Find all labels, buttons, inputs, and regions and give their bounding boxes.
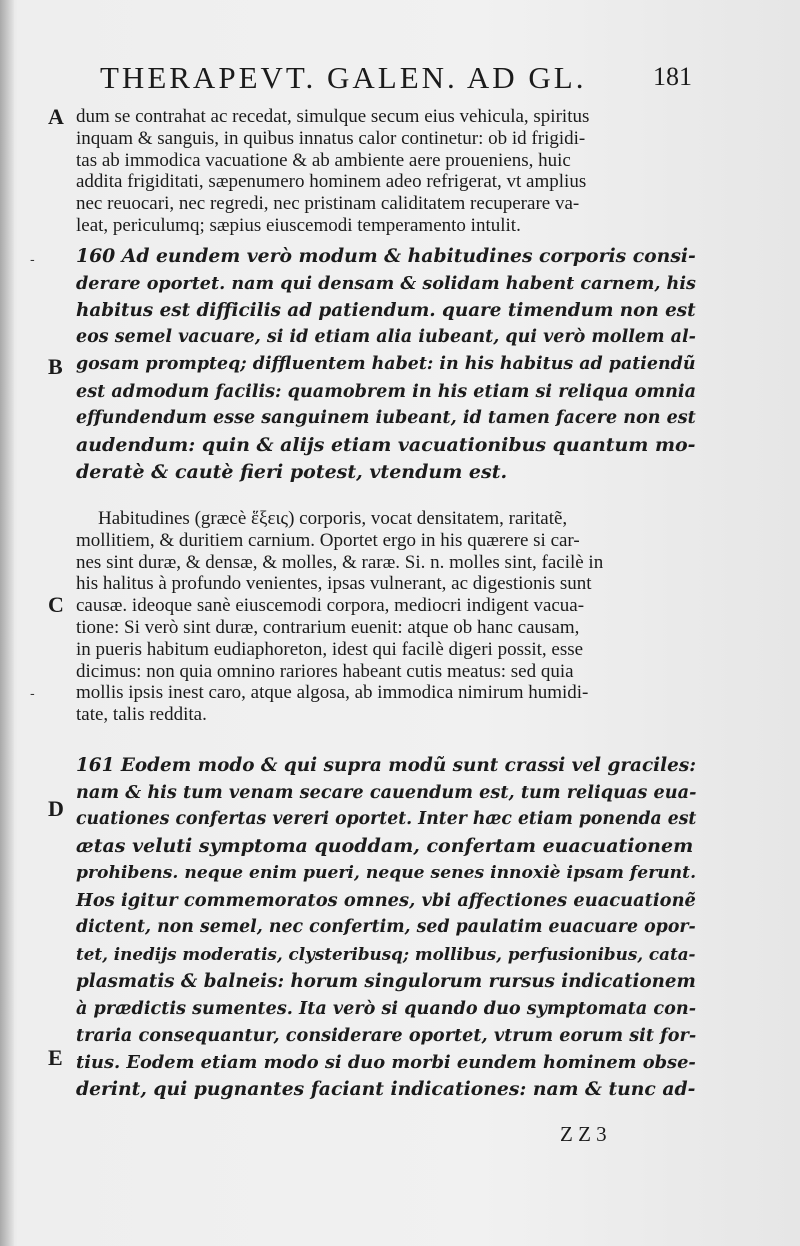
text-line: dum se contrahat ac recedat, simulque secum eius vehicula, spiritus xyxy=(76,106,590,127)
text-line: in pueris habitum eudiaphoreton, idest qui facilè digeri possit, esse xyxy=(76,638,584,660)
text-line: addita frigiditati, sæpenumero hominem adeo refrigerat, vt amplius xyxy=(76,171,587,193)
text-line: à prædictis sumentes. Ita verò si quando duo symptomata con- xyxy=(76,998,697,1019)
margin-letter-c: C xyxy=(48,592,64,617)
signature-mark: Z Z 3 xyxy=(560,1122,607,1146)
text-line: his halitus à profundo venientes, ipsas vulnerant, ac digestionis sunt xyxy=(76,573,592,595)
text-line: est admodum facilis: quamobrem in his etiam si reliqua omnia xyxy=(76,381,697,402)
text-line: derare oportet. nam qui densam & solidam habent carnem, his xyxy=(76,273,696,294)
text-line: deratè & cautè fieri potest, vtendum est. xyxy=(76,461,508,483)
text-line: Habitudines (græcè ἕξεις) corporis, vocat densitatem, raritatẽ, xyxy=(98,508,568,529)
text-line: derint, qui pugnantes faciant indicationes: nam & tunc ad- xyxy=(76,1078,696,1100)
text-line: mollis ipsis inest caro, atque algosa, ab immodica nimirum humidi- xyxy=(76,682,589,704)
margin-letter-a: A xyxy=(48,104,64,129)
text-line: Hos igitur commemoratos omnes, vbi affectiones euacuationẽ xyxy=(76,890,696,911)
text-line: traria consequantur, considerare oportet, vtrum eorum sit for- xyxy=(76,1025,697,1046)
text-line: tione: Si verò sint duræ, contrarium euenit: atque ob hanc causam, xyxy=(76,616,580,638)
page-gutter-shadow xyxy=(0,0,14,1246)
text-line: tate, talis reddita. xyxy=(76,704,207,726)
text-line: habitus est difficilis ad patiendum. quare timendum non est xyxy=(76,300,696,321)
text-line: inquam & sanguis, in quibus innatus calor continetur: ob id frigidi- xyxy=(76,127,586,149)
text-line: nes sint duræ, & densæ, & molles, & raræ. Si. n. molles sint, facilè in xyxy=(76,551,604,573)
aphorism-161 xyxy=(76,752,696,1103)
text-line: 160 Ad eundem verò modum & habitudines corporis consi- xyxy=(76,245,696,267)
text-line: cuationes confertas vereri oportet. Inter hæc etiam ponenda est xyxy=(76,809,697,829)
margin-dash: - xyxy=(30,252,35,268)
text-line: plasmatis & balneis: horum singulorum rursus indicationem xyxy=(76,971,696,992)
text-line: nec reuocari, nec regredi, nec pristinam caliditatem recuperare va- xyxy=(76,193,580,215)
commentary-paragraph xyxy=(76,508,696,726)
text-line: dicimus: non quia omnino rariores habeant cutis meatus: sed quia xyxy=(76,660,574,682)
text-line: mollitiem, & duritiem carnium. Oportet ergo in his quærere si car- xyxy=(76,529,580,551)
text-line: eos semel vacuare, si id etiam alia iubeant, qui verò mollem al- xyxy=(76,327,696,347)
text-line: audendum: quin & alijs etiam vacuationibus quantum mo- xyxy=(76,434,696,456)
text-line: tet, inedijs moderatis, clysteribusq; mollibus, perfusionibus, cata- xyxy=(76,944,696,964)
text-line: tius. Eodem etiam modo si duo morbi eundem hominem obse- xyxy=(76,1052,696,1073)
text-line: leat, periculumq; sæpius eiuscemodi temperamento intulit. xyxy=(76,214,521,236)
text-line: 161 Eodem modo & qui supra modũ sunt crassi vel graciles: xyxy=(76,755,696,776)
text-line: ætas veluti symptoma quoddam, confertam euacuationem xyxy=(76,835,694,857)
text-line: effundendum esse sanguinem iubeant, id tamen facere non est xyxy=(76,408,696,428)
margin-dash: - xyxy=(30,686,35,702)
text-line: causæ. ideoque sanè eiuscemodi corpora, mediocri indigent vacua- xyxy=(76,595,585,617)
aphorism-160 xyxy=(76,243,696,486)
text-line: gosam prompteq; diffluentem habet: in his habitus ad patiendũ xyxy=(76,354,696,374)
page-header xyxy=(100,60,700,100)
margin-letter-b: B xyxy=(48,354,63,379)
margin-letter-d: D xyxy=(48,796,64,821)
text-line: prohibens. neque enim pueri, neque senes innoxiè ipsam ferunt. xyxy=(76,863,697,883)
paragraph-continuation xyxy=(76,106,696,237)
text-line: nam & his tum venam secare cauendum est, tum reliquas eua- xyxy=(76,782,697,803)
text-line: dictent, non semel, nec confertim, sed paulatim euacuare opor- xyxy=(76,917,696,937)
margin-letter-e: E xyxy=(48,1045,63,1070)
text-line: tas ab immodica vacuatione & ab ambiente aere proueniens, huic xyxy=(76,149,571,171)
running-head: THERAPEVT. GALEN. AD GL. xyxy=(100,60,587,95)
page-number: 181 xyxy=(653,62,692,91)
